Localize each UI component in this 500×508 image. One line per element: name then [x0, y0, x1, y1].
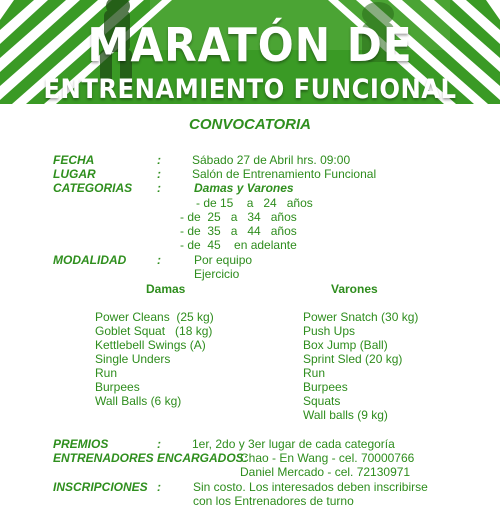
damas-exercise: Single Unders — [95, 352, 171, 366]
varones-exercise: Wall balls (9 kg) — [303, 408, 388, 422]
varones-exercise: Sprint Sled (20 kg) — [303, 352, 403, 366]
categorias-colon: : — [157, 181, 161, 195]
fecha-colon: : — [157, 153, 161, 167]
varones-header: Varones — [331, 282, 378, 296]
damas-exercise: Power Cleans (25 kg) — [95, 310, 214, 324]
premios-colon: : — [157, 437, 161, 451]
damas-exercise: Run — [95, 366, 118, 380]
varones-exercise: Box Jump (Ball) — [303, 338, 388, 352]
header-banner — [0, 0, 500, 104]
inscripciones-line: con los Entrenadores de turno — [193, 494, 354, 508]
fecha-label: FECHA — [53, 153, 95, 167]
premios-label: PREMIOS — [53, 437, 109, 451]
modalidad-value: Por equipo — [194, 253, 253, 267]
inscripciones-label: INSCRIPCIONES — [53, 480, 148, 494]
banner-title-line2: ENTRENAMIENTO FUNCIONAL — [43, 74, 457, 104]
age-range: - de 45 en adelante — [180, 238, 297, 252]
convocatoria-heading: CONVOCATORIA — [189, 116, 311, 133]
categorias-value: Damas y Varones — [194, 181, 294, 195]
modalidad-label: MODALIDAD — [53, 253, 127, 267]
damas-exercise: Goblet Squat (18 kg) — [95, 324, 213, 338]
modalidad-colon: : — [157, 253, 161, 267]
entrenador-line: Chao - En Wang - cel. 70000766 — [240, 451, 415, 465]
age-range: - de 35 a 44 años — [180, 224, 297, 238]
modalidad-value: Ejercicio — [194, 267, 240, 281]
damas-header: Damas — [146, 282, 186, 296]
lugar-colon: : — [157, 167, 161, 181]
entrenadores-label: ENTRENADORES ENCARGADOS: — [53, 451, 248, 465]
varones-exercise: Squats — [303, 394, 341, 408]
premios-value: 1er, 2do y 3er lugar de cada categoría — [192, 437, 395, 451]
inscripciones-colon: : — [157, 480, 161, 494]
categorias-label: CATEGORIAS — [53, 181, 133, 195]
damas-exercise: Kettlebell Swings (A) — [95, 338, 206, 352]
banner-title-line1: MARATÓN DE — [87, 18, 413, 72]
damas-exercise: Wall Balls (6 kg) — [95, 394, 182, 408]
varones-exercise: Push Ups — [303, 324, 356, 338]
inscripciones-line: Sin costo. Los interesados deben inscribirse — [193, 480, 428, 494]
varones-exercise: Run — [303, 366, 326, 380]
varones-exercise: Power Snatch (30 kg) — [303, 310, 419, 324]
lugar-value: Salón de Entrenamiento Funcional — [192, 167, 377, 181]
fecha-value: Sábado 27 de Abril hrs. 09:00 — [192, 153, 351, 167]
entrenador-line: Daniel Mercado - cel. 72130971 — [240, 465, 411, 479]
damas-exercise: Burpees — [95, 380, 140, 394]
age-range: - de 15 a 24 años — [196, 196, 313, 210]
varones-exercise: Burpees — [303, 380, 348, 394]
lugar-label: LUGAR — [53, 167, 96, 181]
age-range: - de 25 a 34 años — [180, 210, 297, 224]
